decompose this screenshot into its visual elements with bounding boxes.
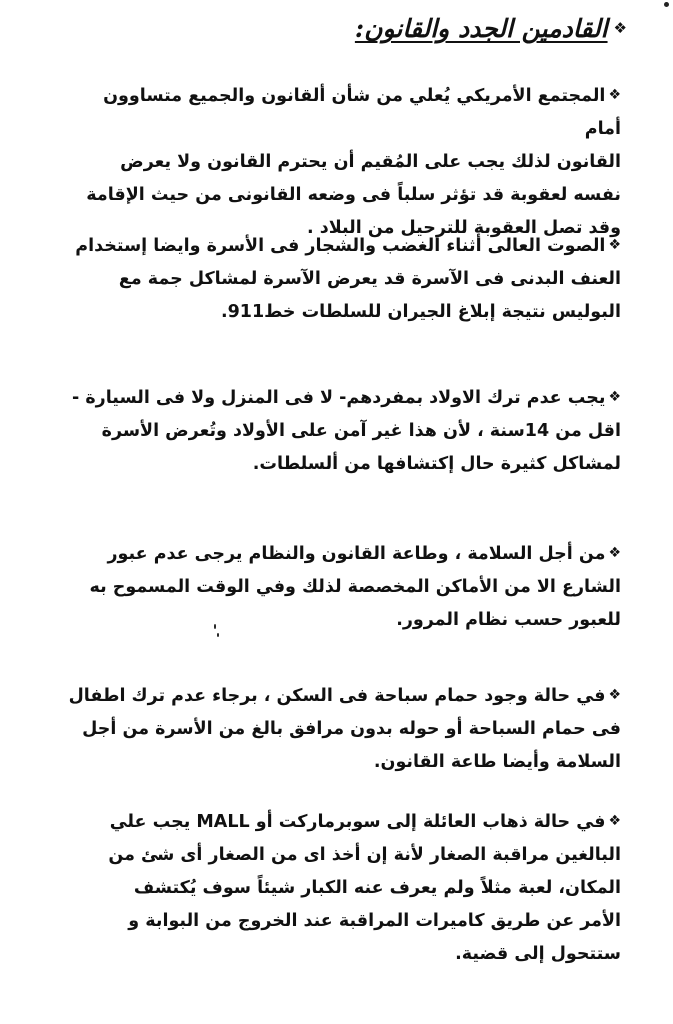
diamond-dots-bullet-icon: ❖ <box>608 545 621 561</box>
paragraph-line: العنف البدنى فى الآسرة قد يعرض الآسرة لمشاكل جمة مع <box>118 269 621 289</box>
paragraph-line: الأمر عن طريق كاميرات المراقبة عند الخروج من البوابة و <box>128 911 621 931</box>
paragraph-law-respect <box>61 80 621 245</box>
page-title: القادمين الجدد والقانون: <box>354 14 608 43</box>
paragraph-domestic-noise <box>61 230 621 329</box>
line-text: يجب عدم ترك الاولاد بمفردهم- لا فى المنزل ولا فى السيارة - <box>71 388 606 408</box>
paragraph-line <box>61 382 621 415</box>
paragraph-line: المكان، لعبة مثلاً ولم يعرف عنه الكبار شيئاً سوف يُكتشف <box>133 878 621 898</box>
paragraph-line: البوليس نتيجة إبلاغ الجيران للسلطات خط911. <box>220 302 621 322</box>
paragraph-line <box>61 230 621 263</box>
paragraph-line: اقل من 14سنة ، لأن هذا غير آمن على الأولاد وتُعرض الأسرة <box>101 421 621 441</box>
diamond-dots-bullet-icon: ❖ <box>608 237 621 253</box>
scan-speck <box>664 2 669 7</box>
title-row <box>355 14 627 43</box>
line-text: المجتمع الأمريكي يُعلي من شأن ألقانون والجميع متساوون أمام <box>103 86 621 139</box>
paragraph-line: نفسه لعقوبة قد تؤثر سلباً فى وضعه القانونى من حيث الإقامة <box>86 185 621 205</box>
paragraph-line <box>61 538 621 571</box>
diamond-dots-bullet-icon: ❖ <box>608 687 621 703</box>
paragraph-line <box>61 806 621 839</box>
paragraph-street-crossing <box>61 538 621 637</box>
diamond-dots-bullet-icon: ❖ <box>608 87 621 103</box>
line-text: في حالة ذهاب العائلة إلى سوبرماركت أو MALL يجب علي <box>109 812 606 832</box>
line-text: من أجل السلامة ، وطاعة القانون والنظام يرجى عدم عبور <box>107 544 606 564</box>
paragraph-line: البالغين مراقبة الصغار لأنة إن أخذ اى من الصغار أى شئ من <box>108 845 621 865</box>
paragraph-line: فى حمام السباحة أو حوله بدون مرافق بالغ من الأسرة من أجل <box>82 719 621 739</box>
paragraph-line: الشارع الا من الأماكن المخصصة لذلك وفي الوقت المسموح به <box>89 577 621 597</box>
paragraph-line: للعبور حسب نظام المرور. <box>396 610 621 630</box>
diamond-dots-bullet-icon: ❖ <box>608 389 621 405</box>
line-text: الصوت العالى أثناء الغضب والشجار فى الأسرة وايضا إستخدام <box>75 236 606 256</box>
paragraph-shopping <box>61 806 621 971</box>
diamond-dots-bullet-icon: ❖ <box>608 813 621 829</box>
paragraph-children-alone <box>61 382 621 481</box>
line-text: في حالة وجود حمام سباحة فى السكن ، برجاء عدم ترك اطفال <box>68 686 606 706</box>
paragraph-line: لمشاكل كثيرة حال إكتشافها من ألسلطات. <box>252 454 621 474</box>
scan-speck <box>214 624 216 629</box>
paragraph-line: وقد تصل العقوبة للترحيل من البلاد . <box>307 218 621 238</box>
diamond-dots-bullet-icon: ❖ <box>613 19 627 37</box>
paragraph-line <box>61 80 621 146</box>
paragraph-line <box>61 680 621 713</box>
paragraph-swimming-pool <box>61 680 621 779</box>
paragraph-line: القانون لذلك يجب على المُقيم أن يحترم القانون ولا يعرض <box>120 152 621 172</box>
scan-speck <box>217 633 219 637</box>
paragraph-line: السلامة وأيضا طاعة القانون. <box>373 752 621 772</box>
paragraph-line: ستتحول إلى قضية. <box>455 944 621 964</box>
